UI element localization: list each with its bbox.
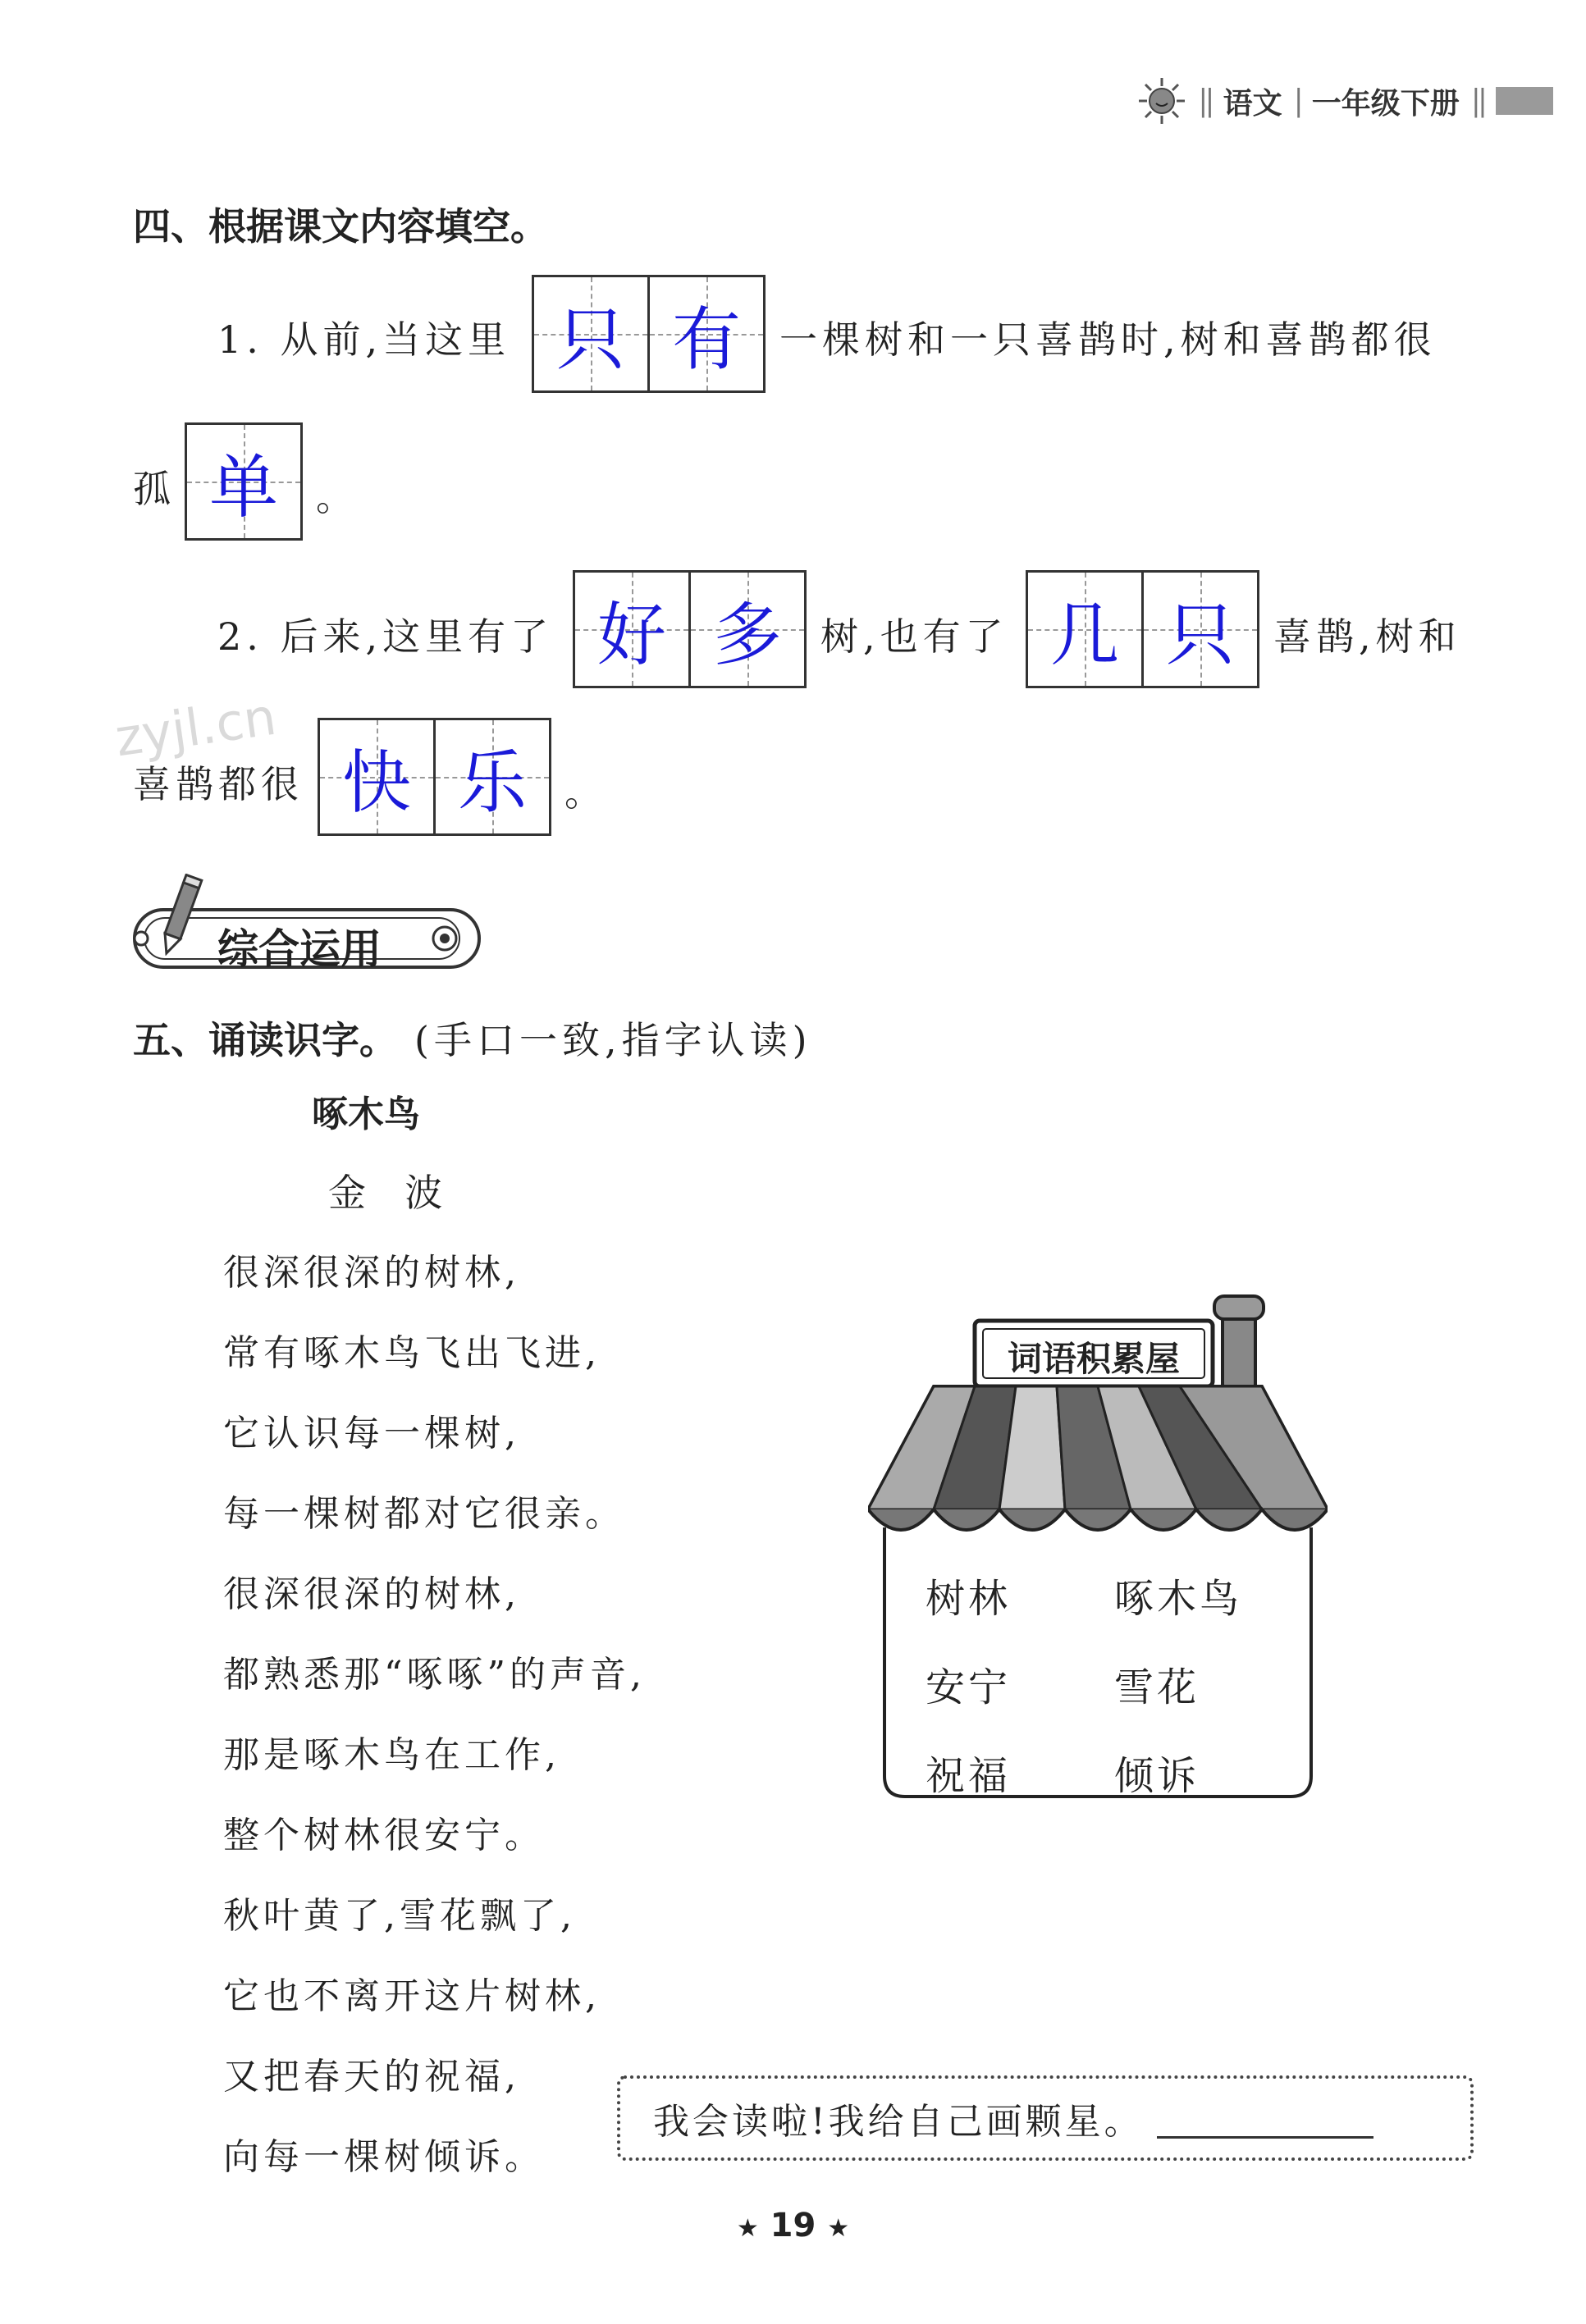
house-sign: 词语积累屋 — [1007, 1339, 1180, 1379]
answer-char: 有 — [671, 299, 741, 380]
answer-boxes — [1026, 570, 1259, 688]
star-icon: ★ — [736, 2214, 759, 2243]
answer-char: 好 — [596, 594, 666, 675]
header-divider: | — [1293, 84, 1300, 118]
section-badge — [131, 890, 484, 972]
word-item: 树林 — [926, 1576, 1012, 1622]
answer-char: 多 — [712, 594, 782, 675]
poem-line: 秋叶黄了,雪花飘了, — [223, 1895, 576, 1937]
q1-end: 。 — [316, 475, 359, 519]
poem-line: 很深很深的树林, — [223, 1573, 520, 1615]
word-item: 倾诉 — [1114, 1753, 1200, 1799]
word-item: 安宁 — [926, 1664, 1012, 1710]
answer-char: 乐 — [457, 742, 527, 823]
header-grade: 一年级下册 — [1311, 86, 1460, 121]
section5-subtitle: (手口一致,指字认读) — [414, 1018, 812, 1062]
header-subject: 语文 — [1223, 86, 1282, 121]
answer-cell — [433, 720, 549, 833]
poem-line: 又把春天的祝福, — [223, 2056, 520, 2098]
poem-line: 向每一棵树倾诉。 — [223, 2136, 545, 2178]
q1-prefix: 1. 从前,当这里 — [217, 317, 511, 362]
poem-line: 很深很深的树林, — [223, 1252, 520, 1294]
header-divider: || — [1198, 84, 1212, 118]
word-item: 雪花 — [1114, 1664, 1200, 1710]
answer-boxes — [185, 422, 303, 541]
answer-cell — [187, 425, 300, 538]
poem-body — [223, 1243, 646, 2208]
section5-title: 五、诵读识字。 — [133, 1018, 397, 1062]
star-blank[interactable] — [1157, 2098, 1373, 2139]
answer-cell — [647, 277, 763, 390]
poem-title: 啄木鸟 — [312, 1094, 420, 1135]
poem-line: 都熟悉那“啄啄”的声音, — [223, 1654, 646, 1696]
answer-cell — [320, 720, 433, 833]
self-check-text: 我会读啦!我给自己画颗星。 — [653, 2101, 1144, 2143]
star-icon: ★ — [827, 2214, 850, 2243]
word-house — [868, 1272, 1328, 1813]
pencil-icon — [156, 874, 205, 956]
word-item: 啄木鸟 — [1114, 1576, 1243, 1622]
answer-cell — [688, 573, 804, 686]
q2-mid1: 树,也有了 — [820, 614, 1008, 659]
self-check-box — [617, 2075, 1474, 2161]
poem-line: 常有啄木鸟飞出飞进, — [223, 1332, 601, 1374]
answer-boxes — [532, 275, 766, 393]
answer-boxes — [318, 718, 551, 836]
page-number-value: 19 — [770, 2207, 816, 2244]
q2-prefix: 2. 后来,这里有了 — [217, 614, 554, 659]
section4-title: 四、根据课文内容填空。 — [133, 204, 548, 249]
answer-cell — [534, 277, 647, 390]
q1-middle: 一棵树和一只喜鹊时,树和喜鹊都很 — [779, 317, 1437, 362]
answer-char: 只 — [555, 299, 625, 380]
poem-line: 每一棵树都对它很亲。 — [223, 1493, 625, 1535]
answer-char: 几 — [1049, 594, 1119, 675]
header-divider: || — [1470, 84, 1484, 118]
poem-line: 那是啄木鸟在工作, — [223, 1734, 560, 1776]
answer-char: 单 — [208, 446, 278, 527]
poem-author: 金 波 — [328, 1171, 448, 1215]
answer-cell — [1028, 573, 1141, 686]
q2-end: 。 — [564, 770, 607, 815]
sun-icon — [1137, 76, 1186, 126]
header-decoration — [1496, 87, 1553, 115]
badge-label: 综合运用 — [217, 925, 382, 973]
page-number — [0, 2207, 1586, 2244]
answer-boxes — [573, 570, 807, 688]
q2-line2-prefix: 喜鹊都很 — [133, 762, 304, 806]
word-item: 祝福 — [926, 1753, 1012, 1799]
poem-line: 整个树林很安宁。 — [223, 1815, 545, 1856]
watermark: zyjl.cn — [111, 686, 280, 769]
q1-line2-prefix: 孤 — [133, 467, 176, 511]
poem-line: 它认识每一棵树, — [223, 1413, 520, 1454]
answer-char: 快 — [341, 742, 411, 823]
q2-mid2: 喜鹊,树和 — [1273, 614, 1461, 659]
answer-char: 只 — [1165, 594, 1235, 675]
page-header — [1137, 72, 1553, 130]
answer-cell — [575, 573, 688, 686]
answer-cell — [1141, 573, 1257, 686]
poem-line: 它也不离开这片树林, — [223, 1975, 601, 2017]
